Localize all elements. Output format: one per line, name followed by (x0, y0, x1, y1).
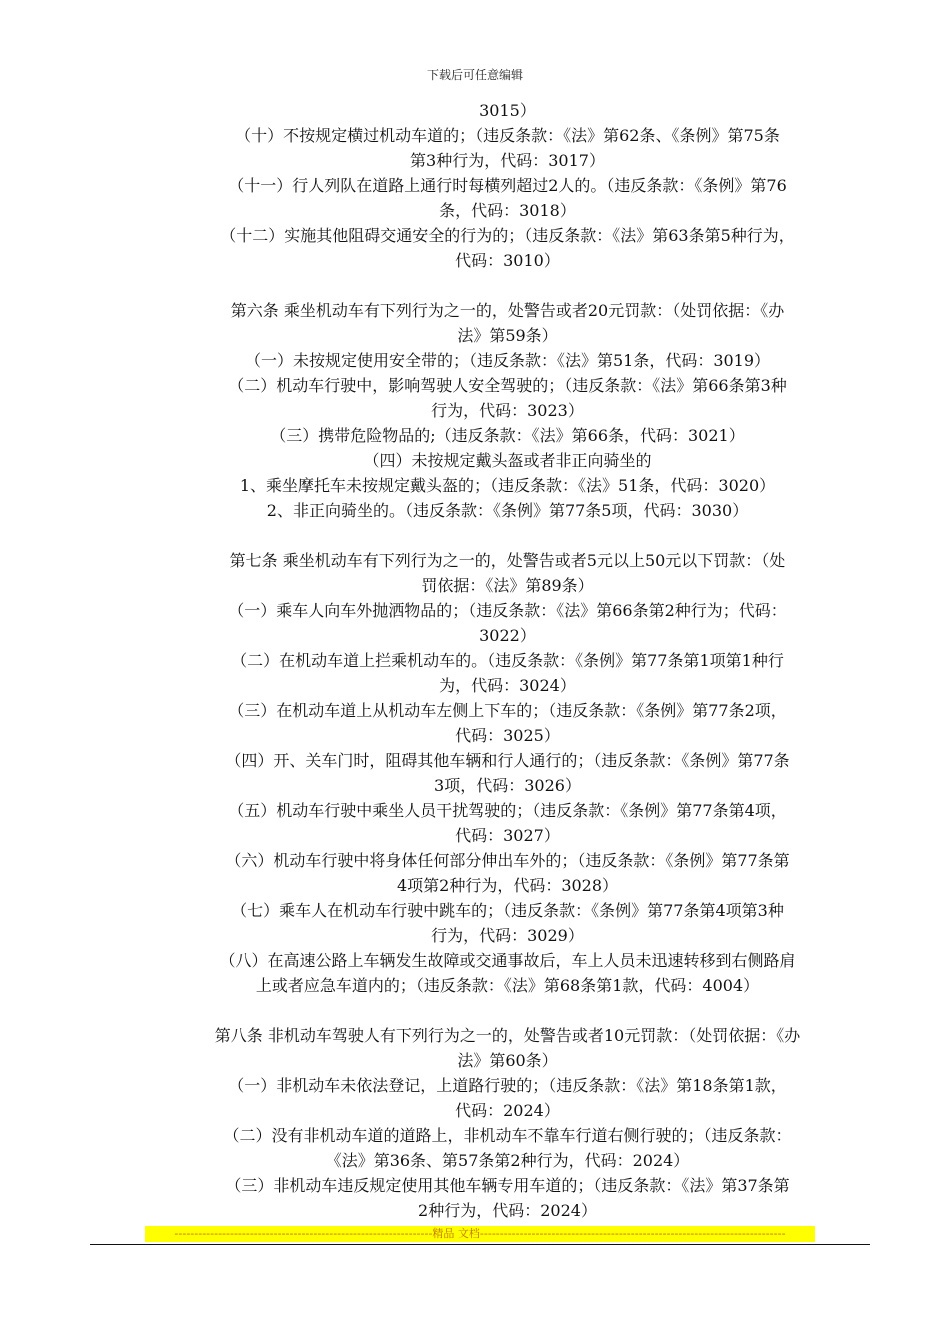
text-line: 第3种行为，代码：3017） (410, 151, 605, 170)
text-line: （一）非机动车未依法登记，上道路行驶的；（违反条款：《法》第18条第1款， (228, 1076, 787, 1095)
text-line: 行为，代码：3023） (431, 401, 584, 420)
text-line: 上或者应急车道内的；（违反条款：《法》第68条第1款，代码：4004） (255, 976, 760, 995)
text-line: 行为，代码：3029） (431, 926, 584, 945)
text-line: （二）没有非机动车道的道路上，非机动车不靠车行道右侧行驶的；（违反条款： (223, 1126, 792, 1145)
text-line: （二）在机动车道上拦乘机动车的。（违反条款：《条例》第77条第1项第1种行 (231, 651, 784, 670)
text-line: （二）机动车行驶中，影响驾驶人安全驾驶的；（违反条款：《法》第66条第3种 (228, 376, 787, 395)
paragraph-gap (145, 523, 870, 548)
text-line: 3015） (479, 101, 536, 120)
text-line: （六）机动车行驶中将身体任何部分伸出车外的；（违反条款：《条例》第77条第 (225, 851, 790, 870)
text-line: 2种行为，代码：2024） (418, 1201, 597, 1220)
text-line: 《法》第36条、第57条第2种行为，代码：2024） (325, 1151, 690, 1170)
text-line: 第六条 乘坐机动车有下列行为之一的，处警告或者20元罚款：（处罚依据：《办 (230, 301, 785, 320)
text-line: （五）机动车行驶中乘坐人员干扰驾驶的；（违反条款：《条例》第77条第4项， (228, 801, 787, 820)
footer-banner: -----------------------------------------------------------------精品 文档----------------------------------------------------------------------------- (145, 1226, 815, 1242)
paragraph-gap (145, 273, 870, 298)
text-line: 代码：2024） (455, 1101, 560, 1120)
text-line: （十）不按规定横过机动车道的；（违反条款：《法》第62条、《条例》第75条 (235, 126, 780, 145)
text-line: 第七条 乘坐机动车有下列行为之一的，处警告或者5元以上50元以下罚款：（处 (229, 551, 786, 570)
text-line: 法》第60条） (457, 1051, 558, 1070)
text-line: （一）未按规定使用安全带的；（违反条款：《法》第51条，代码：3019） (244, 351, 771, 370)
text-line: 法》第59条） (457, 326, 558, 345)
text-line: 代码：3025） (455, 726, 560, 745)
text-line: （三）非机动车违反规定使用其他车辆专用车道的；（违反条款：《法》第37条第 (225, 1176, 790, 1195)
text-line: 为，代码：3024） (439, 676, 576, 695)
page-header: 下载后可任意编辑 (426, 68, 523, 82)
text-line: 代码：3010） (455, 251, 560, 270)
text-line: 4项第2种行为，代码：3028） (396, 876, 619, 895)
text-line: 3项，代码：3026） (434, 776, 581, 795)
text-line: （八）在高速公路上车辆发生故障或交通事故后，车上人员未迅速转移到右侧路肩 (219, 951, 796, 970)
text-line: （三）在机动车道上从机动车左侧上下车的；（违反条款：《条例》第77条2项， (228, 701, 787, 720)
text-line: 代码：3027） (455, 826, 560, 845)
text-line: （三）携带危险物品的;（违反条款：《法》第66条，代码：3021） (270, 426, 745, 445)
text-line: （四）开、关车门时，阻碍其他车辆和行人通行的；（违反条款：《条例》第77条 (225, 751, 790, 770)
text-line: （十一）行人列队在道路上通行时每横列超过2人的。（违反条款：《条例》第76 (228, 176, 787, 195)
text-line: （四）未按规定戴头盔或者非正向骑坐的 (363, 451, 652, 470)
text-line: 条，代码：3018） (439, 201, 576, 220)
text-line: （七）乘车人在机动车行驶中跳车的；（违反条款：《条例》第77条第4项第3种 (231, 901, 784, 920)
document-body (145, 98, 870, 1223)
paragraph-gap (145, 998, 870, 1023)
text-line: 罚依据：《法》第89条） (421, 576, 594, 595)
text-line: （十二）实施其他阻碍交通安全的行为的；（违反条款：《法》第63条第5种行为， (220, 226, 795, 245)
text-line: 2、非正向骑坐的。（违反条款：《条例》第77条5项，代码：3030） (266, 501, 749, 520)
text-line: （一）乘车人向车外抛洒物品的；（违反条款：《法》第66条第2种行为；代码： (228, 601, 787, 620)
footer-divider (90, 1244, 870, 1245)
text-line: 第八条 非机动车驾驶人有下列行为之一的，处警告或者10元罚款：（处罚依据：《办 (214, 1026, 801, 1045)
text-line: 1、乘坐摩托车未按规定戴头盔的；（违反条款：《法》51条，代码：3020） (239, 476, 776, 495)
text-line: 3022） (479, 626, 536, 645)
